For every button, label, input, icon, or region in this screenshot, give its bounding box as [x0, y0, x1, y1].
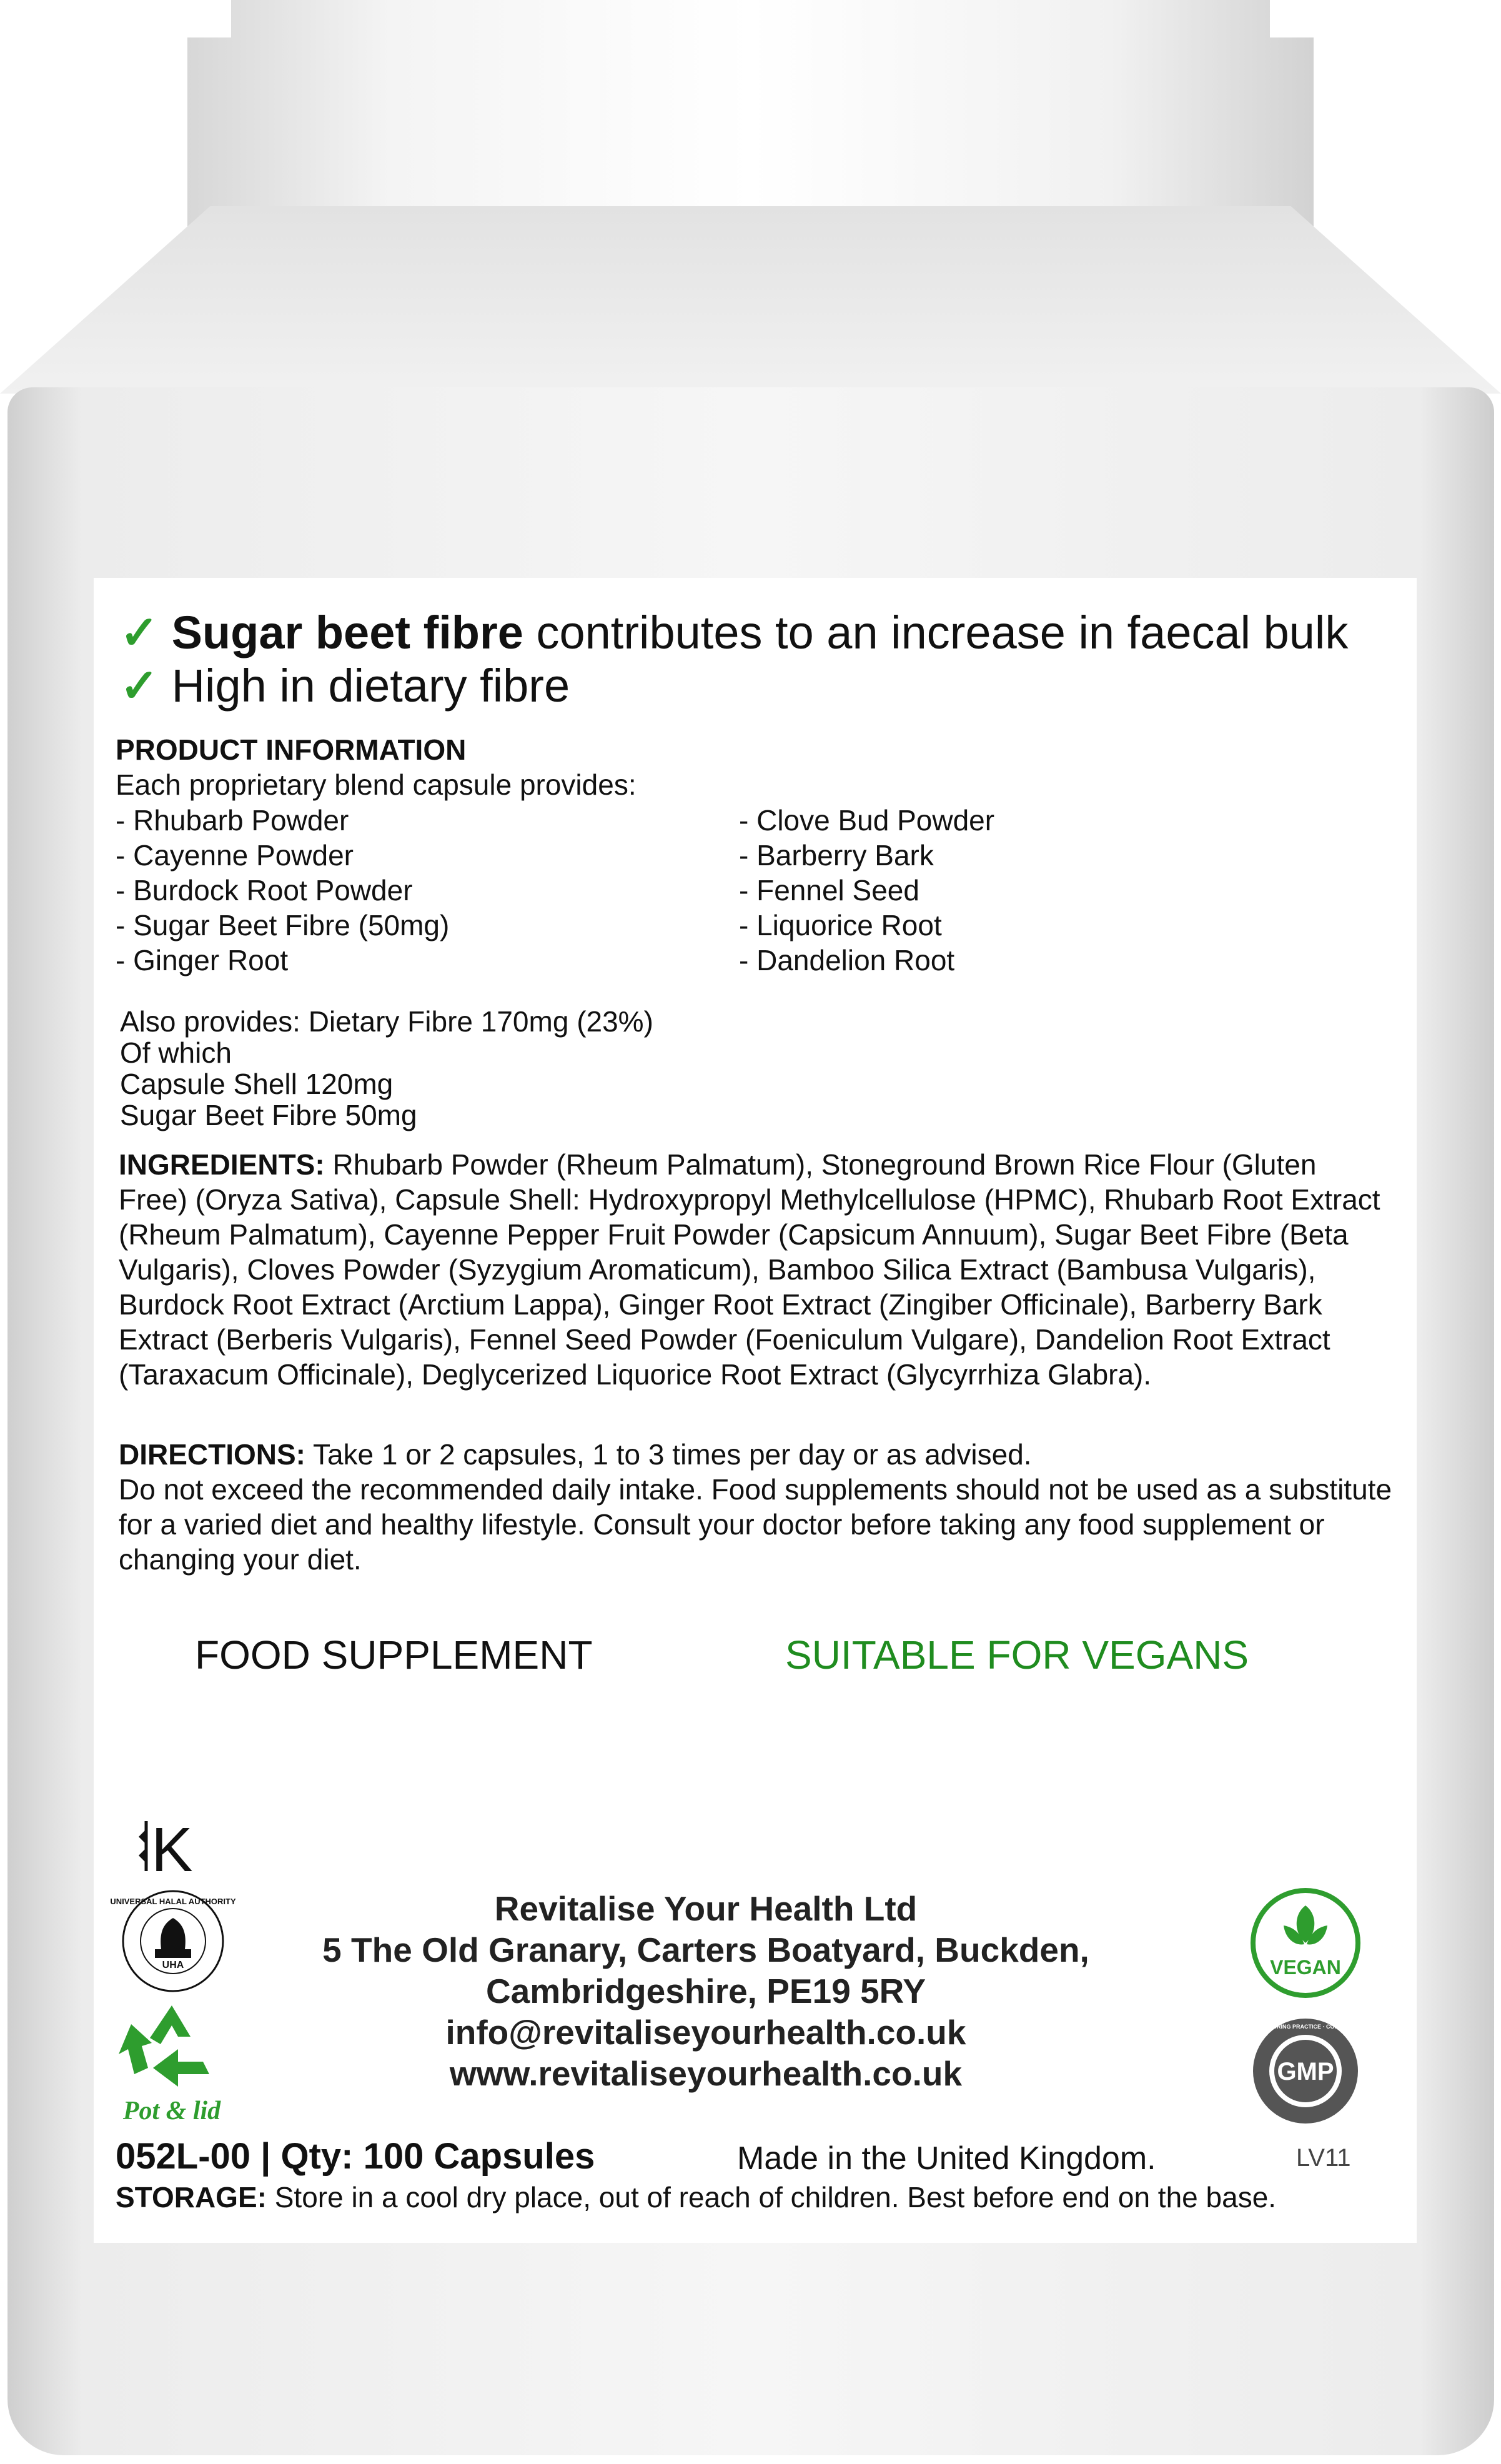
- suitable-for-vegans: SUITABLE FOR VEGANS: [785, 1632, 1249, 1677]
- list-item: - Ginger Root: [116, 944, 289, 976]
- also-provides-line: Also provides: Dietary Fibre 170mg (23%): [120, 1005, 653, 1038]
- also-provides-line: Capsule Shell 120mg: [120, 1068, 394, 1100]
- company-website: www.revitaliseyourhealth.co.uk: [449, 2054, 963, 2093]
- claim-text: High in dietary fibre: [171, 660, 570, 712]
- company-address: 5 The Old Granary, Carters Boatyard, Buckden,: [322, 1930, 1089, 1969]
- claim-line: [120, 659, 570, 713]
- company-address: Cambridgeshire, PE19 5RY: [485, 1972, 926, 2010]
- lid-notch: [187, 0, 231, 37]
- version-code: LV11: [1296, 2144, 1351, 2172]
- list-item: - Sugar Beet Fibre (50mg): [116, 909, 450, 941]
- also-provides: [120, 1006, 653, 1131]
- list-item: - Burdock Root Powder: [116, 874, 413, 907]
- list-item: - Liquorice Root: [739, 909, 942, 941]
- list-item: - Rhubarb Powder: [116, 804, 349, 837]
- blend-list-right: [739, 803, 994, 978]
- check-icon: ✓: [120, 660, 159, 712]
- halal-icon: [110, 1887, 236, 1996]
- company-email: info@revitaliseyourhealth.co.uk: [445, 2013, 966, 2052]
- vegan-icon: [1249, 1887, 1362, 1999]
- list-item: - Clove Bud Powder: [739, 804, 995, 837]
- bottle-shoulder: [0, 206, 1501, 394]
- product-info-intro: Each proprietary blend capsule provides:: [116, 768, 637, 801]
- company-name: Revitalise Your Health Ltd: [494, 1889, 918, 1928]
- kosher-icon: [132, 1812, 207, 1885]
- halal-ring-text: UNIVERSAL HALAL AUTHORITY: [110, 1897, 236, 1906]
- kosher-letter: K: [151, 1815, 193, 1885]
- also-provides-line: Of which: [120, 1036, 232, 1069]
- company-block: [300, 1888, 1112, 2094]
- directions-label: DIRECTIONS:: [119, 1438, 305, 1471]
- gmp-ring-text: GOOD MANUFACTURING PRACTICE · CONSISTENT QUALITY: [1222, 2024, 1389, 2030]
- halal-short: UHA: [162, 1960, 184, 1970]
- claim-line: [120, 606, 1348, 660]
- list-item: - Fennel Seed: [739, 874, 919, 907]
- list-item: - Barberry Bark: [739, 839, 934, 872]
- product-info-heading: PRODUCT INFORMATION: [116, 733, 467, 766]
- storage-text: Store in a cool dry place, out of reach of children. Best before end on the base.: [266, 2181, 1277, 2213]
- lid-notch: [1270, 0, 1314, 37]
- directions-text: Take 1 or 2 capsules, 1 to 3 times per day or as advised.: [305, 1438, 1032, 1471]
- gmp-icon: [1222, 2015, 1389, 2127]
- storage-label: STORAGE:: [116, 2181, 267, 2213]
- ingredients-block: [119, 1147, 1393, 1392]
- blend-list-left: [116, 803, 449, 978]
- gmp-text: GMP: [1277, 2058, 1334, 2085]
- ingredients-label: INGREDIENTS:: [119, 1148, 325, 1181]
- list-item: - Cayenne Powder: [116, 839, 354, 872]
- vegan-text: VEGAN: [1270, 1956, 1341, 1979]
- directions-block: [119, 1437, 1393, 1472]
- storage-line: [116, 2180, 1276, 2214]
- directions-warning: Do not exceed the recommended daily intake. Food supplements should not be used as a substitute for a varied diet and healthy lifestyle. Consult your doctor before taking any food supplement or changing your diet.: [119, 1473, 1392, 1576]
- check-icon: ✓: [120, 607, 159, 658]
- ingredients-text: Rhubarb Powder (Rheum Palmatum), Stoneground Brown Rice Flour (Gluten Free) (Oryza Sativa), Capsule Shell: Hydroxypropyl Methylcellulose (HPMC), Rhubarb Root Extract (Rheum Palmatum), Cayenne Pepper Fruit Powder (Capsicum Annuum), Sugar Beet Fibre (Beta Vulgaris), Cloves Powder (Syzygium Aromaticum), Bamboo Silica Extract (Bambusa Vulgaris), Burdock Root Extract (Arctium Lappa), Ginger Root Extract (Zingiber Officinale), Barberry Bark Extract (Berberis Vulgaris), Fennel Seed Powder (Foeniculum Vulgare), Dandelion Root Extract (Taraxacum Officinale), Deglycerized Liquorice Root Extract (Glycyrrhiza Glabra).: [119, 1148, 1380, 1391]
- recycle-icon: [116, 1999, 228, 2124]
- food-supplement: FOOD SUPPLEMENT: [195, 1632, 593, 1677]
- made-in: Made in the United Kingdom.: [737, 2140, 1156, 2177]
- claim-bold: Sugar beet fibre: [171, 607, 523, 658]
- list-item: - Dandelion Root: [739, 944, 955, 976]
- claim-text: contributes to an increase in faecal bulk: [523, 607, 1349, 658]
- recycle-caption: Pot & lid: [122, 2097, 221, 2125]
- product-code: 052L-00 | Qty: 100 Capsules: [116, 2136, 595, 2177]
- also-provides-line: Sugar Beet Fibre 50mg: [120, 1099, 417, 1131]
